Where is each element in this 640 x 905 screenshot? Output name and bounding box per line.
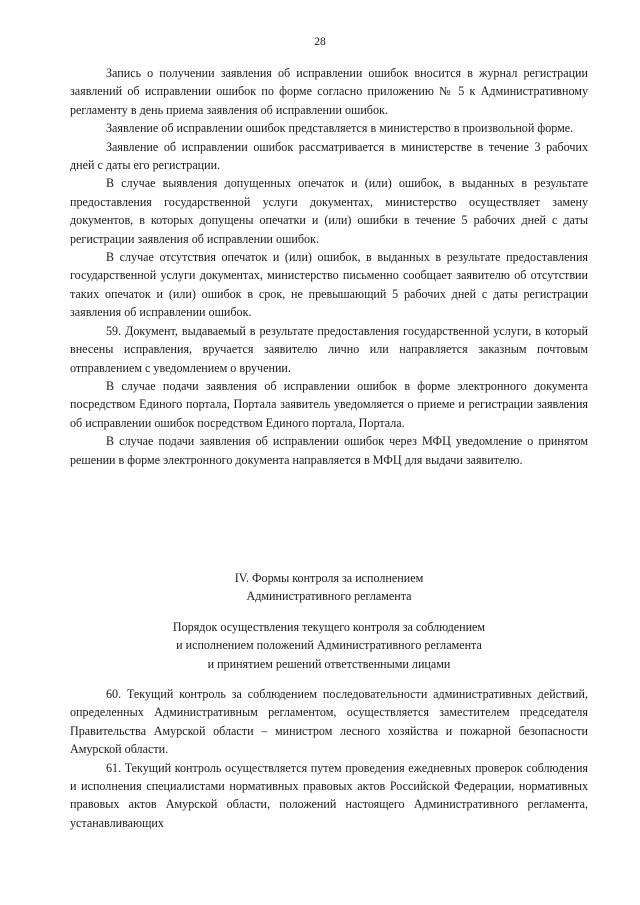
- paragraph: Заявление об исправлении ошибок рассматривается в министерстве в течение 3 рабочих дней с даты его регистрации.: [70, 139, 588, 173]
- section-heading-line: Административного регламента: [246, 589, 412, 604]
- paragraph: В случае подачи заявления об исправлении ошибок в форме электронного документа посредством Единого портала, Портала заявитель уведомляется о приеме и регистрации заявления об исправлении ошибок посредством Единого портала, Портала.: [70, 378, 588, 430]
- subheading-line: Порядок осуществления текущего контроля за соблюдением: [172, 620, 486, 634]
- paragraph: 60. Текущий контроль за соблюдением последовательности административных действий, определенных Административным регламентом, осуществляется заместителем председателя Правительства Амурской области – министром лесного хозяйства и пожарной безопасности Амурской области.: [70, 687, 588, 757]
- paragraph: В случае выявления допущенных опечаток и (или) ошибок, в выданных в результате предоставления государственной услуги документах, министерство осуществляет замену документов, в которых допущены опечатки и (или) ошибки в течение 5 рабочих дней с даты регистрации заявления об исправлении ошибок.: [70, 176, 588, 246]
- paragraph: 61. Текущий контроль осуществляется путем проведения ежедневных проверок соблюдения и исполнения специалистами нормативных правовых актов Российской Федерации, нормативных правовых актов Амурской области, положений настоящего Административного регламента, устанавливающих: [70, 760, 588, 830]
- paragraphs-top: [70, 64, 588, 469]
- section-heading: [70, 569, 588, 606]
- paragraphs-bottom: [70, 685, 588, 832]
- subheading: [70, 618, 588, 673]
- paragraph: Запись о получении заявления об исправлении ошибок вносится в журнал регистрации заявлений об исправлении ошибок по форме согласно приложению № 5 к Административному регламенту в день приема заявления об исправлении ошибок.: [70, 66, 588, 117]
- paragraph: В случае подачи заявления об исправлении ошибок через МФЦ уведомление о принятом решении в форме электронного документа направляется в МФЦ для выдачи заявителю.: [70, 434, 588, 467]
- paragraph: В случае отсутствия опечаток и (или) ошибок, в выданных в результате предоставления государственной услуги документах, министерство письменно сообщает заявителю об отсутствии таких опечаток и (или) ошибок в срок, не превышающий 5 рабочих дней с даты регистрации заявления об исправлении ошибок.: [70, 250, 588, 320]
- paragraph: 59. Документ, выдаваемый в результате предоставления государственной услуги, в который внесены исправления, вручается заявителю лично или направляется заказным почтовым отправлением с уведомлением о вручении.: [70, 323, 588, 375]
- section-heading-line: IV. Формы контроля за исполнением: [234, 571, 424, 585]
- page-number: 28: [314, 36, 326, 48]
- paragraph: Заявление об исправлении ошибок представляется в министерство в произвольной форме.: [106, 121, 574, 136]
- subheading-line: и принятием решений ответственными лицами: [207, 656, 451, 671]
- subheading-line: и исполнением положений Административного регламента: [176, 638, 482, 653]
